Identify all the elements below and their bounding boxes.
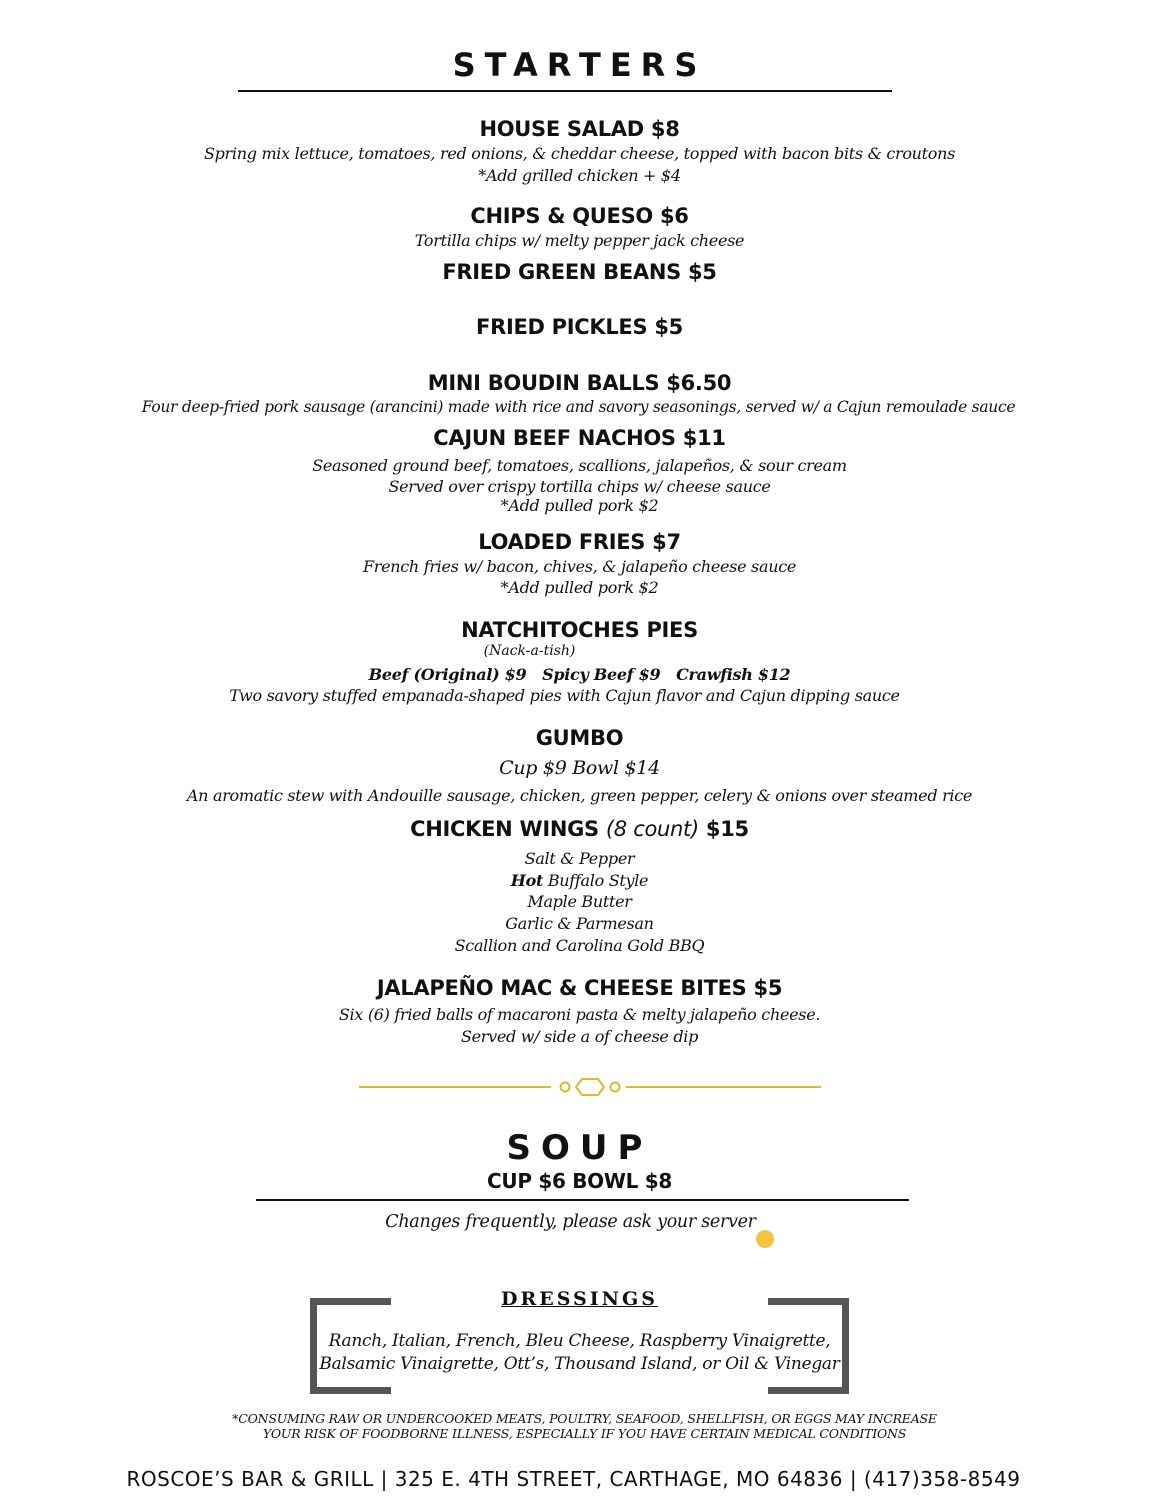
- wings-flavor-salt-pepper: Salt & Pepper: [524, 849, 635, 868]
- option-crawfish: Crawfish $12: [676, 665, 791, 684]
- boudin-desc: Four deep-fried pork sausage (arancini) made with rice and savory seasonings, served w/ a Cajun remoulade sauce: [141, 398, 1016, 416]
- starters-title: STARTERS: [452, 46, 707, 84]
- ornament-line-left: [359, 1086, 551, 1088]
- wings-flavor-hot-buffalo: [0, 871, 1159, 890]
- item-loaded-fries: LOADED FRIES $7: [478, 530, 681, 554]
- chips-queso-desc: Tortilla chips w/ melty pepper jack cheese: [414, 231, 745, 250]
- ornament-line-right: [626, 1086, 821, 1088]
- wings-flavor-scallion-bbq: Scallion and Carolina Gold BBQ: [454, 936, 705, 955]
- starters-divider: [238, 90, 892, 92]
- natchitoches-pronunciation: (Nack-a-tish): [483, 643, 576, 659]
- dressings-line-2: Balsamic Vinaigrette, Ott’s, Thousand Island, or Oil & Vinegar: [319, 1354, 840, 1374]
- soup-note: [0, 1212, 1159, 1248]
- disclaimer-line-1: *CONSUMING RAW OR UNDERCOOKED MEATS, POULTRY, SEAFOOD, SHELLFISH, OR EGGS MAY INCREASE: [232, 1411, 937, 1426]
- natchitoches-desc: Two savory stuffed empanada-shaped pies with Cajun flavor and Cajun dipping sauce: [229, 686, 900, 705]
- nachos-addon: *Add pulled pork $2: [500, 496, 659, 515]
- wings-name: CHICKEN WINGS: [410, 817, 599, 841]
- smile-emoji-icon: [756, 1230, 774, 1248]
- dressings-title: DRESSINGS: [501, 1288, 658, 1310]
- item-gumbo: GUMBO: [535, 726, 624, 750]
- gumbo-desc: An aromatic stew with Andouille sausage, chicken, green pepper, celery & onions over steamed rice: [186, 786, 973, 805]
- item-jalapeno-mac-cheese-bites: JALAPEÑO MAC & CHEESE BITES $5: [376, 976, 783, 1000]
- mac-bites-desc-2: Served w/ side a of cheese dip: [460, 1027, 699, 1046]
- soup-note-text: Changes frequently, please ask your server: [385, 1212, 756, 1232]
- soup-title: SOUP: [506, 1128, 653, 1168]
- footer-address: ROSCOE’S BAR & GRILL | 325 E. 4TH STREET, CARTHAGE, MO 64836 | (417)358-8549: [126, 1467, 1021, 1491]
- item-fried-pickles: FRIED PICKLES $5: [476, 315, 683, 339]
- item-chicken-wings: [0, 817, 1159, 841]
- loaded-fries-desc: French fries w/ bacon, chives, & jalapeño cheese sauce: [362, 557, 797, 576]
- dressings-line-1: Ranch, Italian, French, Bleu Cheese, Raspberry Vinaigrette,: [328, 1331, 831, 1351]
- hot-label: Hot: [510, 871, 544, 890]
- nachos-desc-2: Served over crispy tortilla chips w/ cheese sauce: [388, 477, 771, 496]
- soup-divider: [256, 1199, 909, 1201]
- mac-bites-desc-1: Six (6) fried balls of macaroni pasta & melty jalapeño cheese.: [338, 1005, 821, 1024]
- natchitoches-options: [0, 665, 1159, 684]
- wings-count: (8 count): [605, 817, 699, 841]
- disclaimer-line-2: YOUR RISK OF FOODBORNE ILLNESS, ESPECIALLY IF YOU HAVE CERTAIN MEDICAL CONDITIONS: [262, 1426, 907, 1441]
- loaded-fries-addon: *Add pulled pork $2: [500, 578, 659, 597]
- item-natchitoches-pies: NATCHITOCHES PIES: [461, 618, 698, 642]
- wings-price: $15: [705, 817, 749, 841]
- buffalo-label: Buffalo Style: [547, 871, 649, 890]
- ornament-hexagon-icon: [555, 1074, 625, 1100]
- house-salad-desc: Spring mix lettuce, tomatoes, red onions, & cheddar cheese, topped with bacon bits & croutons: [203, 144, 956, 163]
- gumbo-price: Cup $9 Bowl $14: [499, 757, 660, 779]
- wings-flavor-maple-butter: Maple Butter: [527, 892, 632, 911]
- option-spicy-beef: Spicy Beef $9: [542, 665, 661, 684]
- item-mini-boudin-balls: MINI BOUDIN BALLS $6.50: [427, 371, 732, 395]
- house-salad-addon: *Add grilled chicken + $4: [478, 166, 681, 185]
- item-chips-queso: CHIPS & QUESO $6: [470, 204, 689, 228]
- wings-flavor-garlic-parmesan: Garlic & Parmesan: [505, 914, 654, 933]
- soup-price: CUP $6 BOWL $8: [487, 1169, 672, 1193]
- item-fried-green-beans: FRIED GREEN BEANS $5: [442, 260, 717, 284]
- option-beef: Beef (Original) $9: [368, 665, 527, 684]
- item-cajun-beef-nachos: CAJUN BEEF NACHOS $11: [433, 426, 726, 450]
- nachos-desc-1: Seasoned ground beef, tomatoes, scallions, jalapeños, & sour cream: [312, 456, 847, 475]
- item-house-salad: HOUSE SALAD $8: [479, 117, 680, 141]
